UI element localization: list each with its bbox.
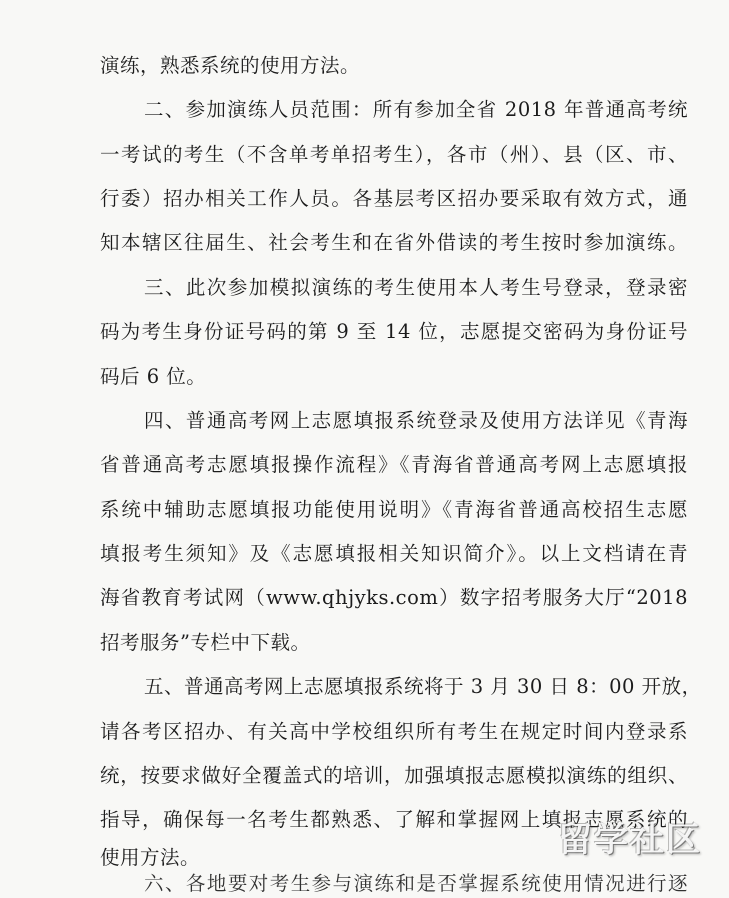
text-line: 系统中辅助志愿填报功能使用说明》《青海省普通高校招生志愿	[100, 498, 688, 521]
text-line: 六、各地要对考生参与演练和是否掌握系统使用情况进行逐	[144, 872, 688, 895]
text-line: 填报考生须知》及《志愿填报相关知识简介》。以上文档请在青	[100, 542, 688, 565]
text-line: 四、普通高考网上志愿填报系统登录及使用方法详见《青海	[144, 409, 688, 432]
text-line: 请各考区招办、有关高中学校组织所有考生在规定时间内登录系	[100, 720, 688, 743]
text-line: 招考服务”专栏中下载。	[100, 631, 311, 654]
watermark-text: 留学社区	[558, 819, 702, 860]
text-line: 统，按要求做好全覆盖式的培训，加强填报志愿模拟演练的组织、	[100, 764, 688, 787]
text-line: 海省教育考试网（www.qhjyks.com）数字招考服务大厅“2018	[100, 586, 688, 609]
text-line: 三、此次参加模拟演练的考生使用本人考生号登录，登录密	[144, 276, 688, 299]
text-line: 省普通高考志愿填报操作流程》《青海省普通高考网上志愿填报	[100, 453, 688, 476]
text-line: 演练，熟悉系统的使用方法。	[100, 54, 361, 77]
text-line: 行委）招办相关工作人员。各基层考区招办要采取有效方式，通	[100, 187, 688, 210]
text-line: 码为考生身份证号码的第 9 至 14 位，志愿提交密码为身份证号	[100, 320, 688, 343]
text-line: 码后 6 位。	[100, 365, 207, 388]
text-line: 使用方法。	[100, 846, 201, 869]
text-line: 知本辖区往届生、社会考生和在省外借读的考生按时参加演练。	[100, 231, 688, 254]
watermark-logo	[545, 806, 715, 866]
text-line: 五、普通高考网上志愿填报系统将于 3 月 30 日 8：00 开放，	[144, 675, 702, 698]
text-line: 指导，确保每一名考生都熟悉、了解和掌握网上填报志愿系统的	[100, 808, 688, 831]
text-line: 一考试的考生（不含单考单招考生），各市（州）、县（区、市、	[100, 143, 688, 166]
text-line: 二、参加演练人员范围：所有参加全省 2018 年普通高考统	[144, 98, 688, 121]
